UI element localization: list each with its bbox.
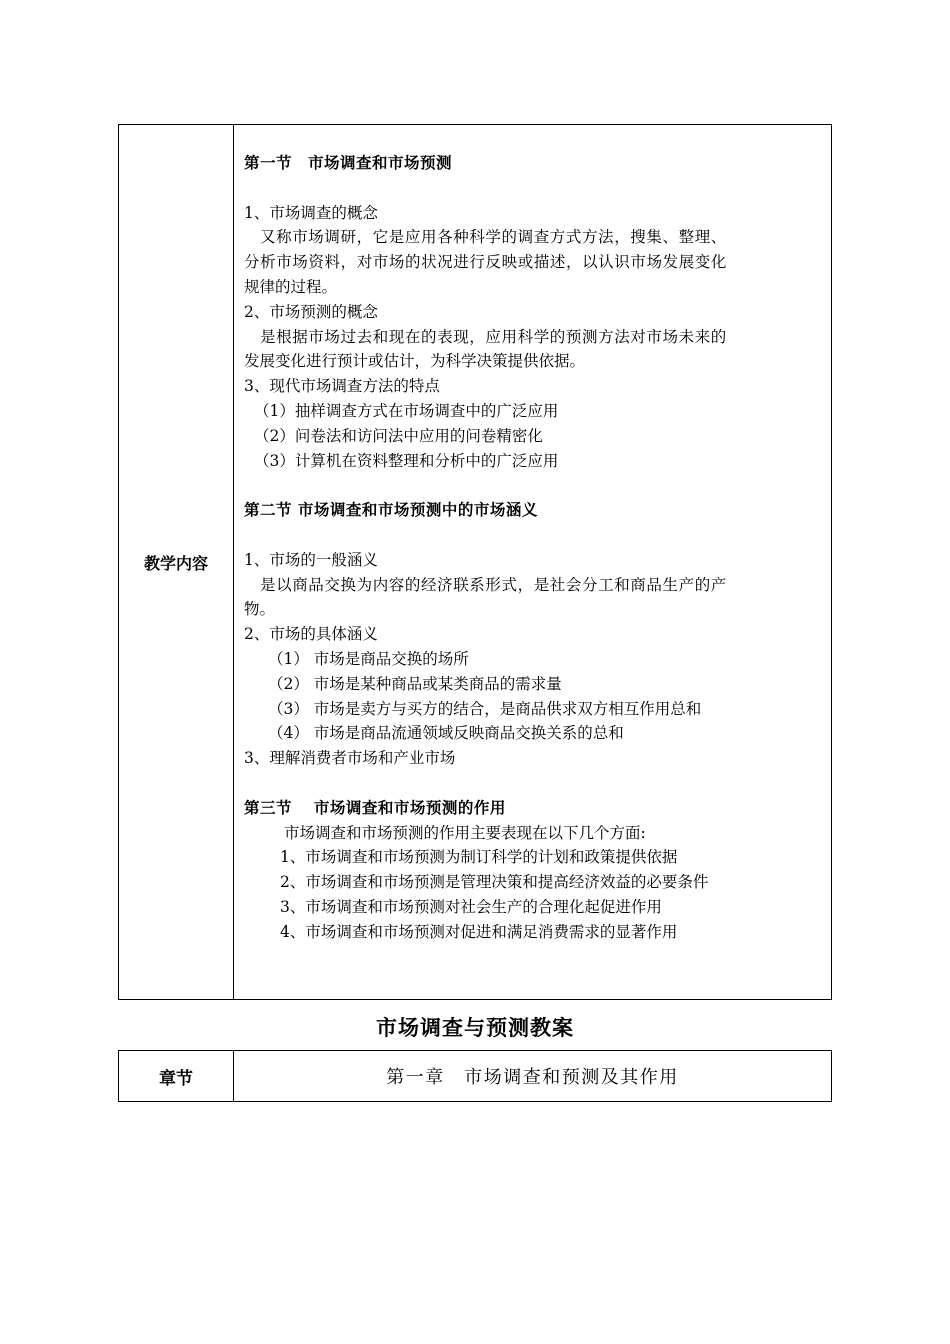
list-item: （3） 市场是卖方与买方的结合，是商品供求双方相互作用总和 [268, 699, 702, 718]
list-item: （2） 市场是某种商品或某类商品的需求量 [268, 674, 562, 693]
section1-heading: 第一节 市场调查和市场预测 [244, 153, 453, 172]
section1-item1-text: 又称市场调研，它是应用各种科学的调查方式方法，搜集、整理、 [260, 228, 727, 247]
section1-item1-text: 规律的过程。 [244, 277, 338, 296]
teaching-content-label: 教学内容 [119, 125, 234, 999]
section3-intro: 市场调查和市场预测的作用主要表现在以下几个方面: [284, 823, 646, 842]
list-item: （2）问卷法和访问法中应用的问卷精密化 [254, 426, 543, 445]
list-item: （3）计算机在资料整理和分析中的广泛应用 [254, 451, 559, 470]
section2-item1-text: 物。 [244, 600, 276, 619]
list-item: 2、市场调查和市场预测是管理决策和提高经济效益的必要条件 [280, 873, 709, 892]
list-item: 4、市场调查和市场预测对促进和满足消费需求的显著作用 [280, 922, 678, 941]
list-item: （1）抽样调查方式在市场调查中的广泛应用 [254, 401, 559, 420]
teaching-content-table [118, 124, 832, 1000]
document-title: 市场调查与预测教案 [376, 1015, 574, 1040]
chapter-table [118, 1050, 832, 1102]
section2-item1-text: 是以商品交换为内容的经济联系形式，是社会分工和商品生产的产 [260, 575, 727, 594]
section2-item2-title: 2、市场的具体涵义 [244, 625, 378, 644]
section1-item1-title: 1、市场调查的概念 [244, 203, 378, 222]
list-item: （4） 市场是商品流通领域反映商品交换关系的总和 [268, 724, 624, 743]
section1-item2-text: 是根据市场过去和现在的表现，应用科学的预测方法对市场未来的 [260, 327, 727, 346]
chapter-label: 章节 [119, 1051, 234, 1101]
section1-item2-title: 2、市场预测的概念 [244, 302, 378, 321]
section2-heading: 第二节 市场调查和市场预测中的市场涵义 [244, 500, 538, 520]
chapter-value: 第一章 市场调查和预测及其作用 [386, 1067, 679, 1088]
section1-item2-text: 发展变化进行预计或估计，为科学决策提供依据。 [244, 352, 586, 371]
list-item: 1、市场调查和市场预测为制订科学的计划和政策提供依据 [280, 848, 678, 867]
list-item: （1） 市场是商品交换的场所 [268, 649, 469, 668]
section1-item3-title: 3、现代市场调查方法的特点 [244, 377, 440, 396]
section2-item1-title: 1、市场的一般涵义 [244, 550, 378, 569]
list-item: 3、市场调查和市场预测对社会生产的合理化起促进作用 [280, 897, 662, 916]
section2-item3-title: 3、理解消费者市场和产业市场 [244, 749, 456, 768]
section1-item1-text: 分析市场资料，对市场的状况进行反映或描述，以认识市场发展变化 [244, 253, 728, 272]
teaching-content-body [234, 125, 831, 999]
section3-heading: 第三节 市场调查和市场预测的作用 [244, 797, 506, 817]
